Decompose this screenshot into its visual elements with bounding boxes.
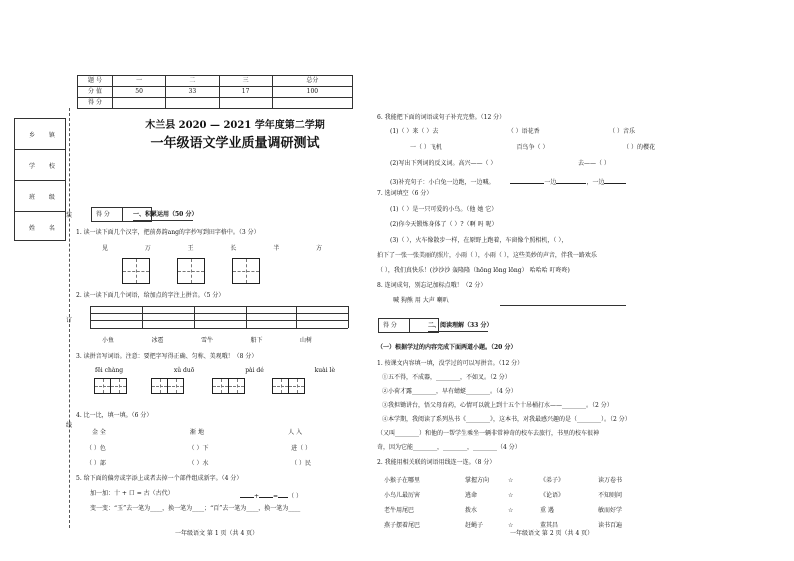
q3-prompt: 3. 读拼音写词语。注意：要把字写得正确、匀称、美观哦！（8 分） [76,353,258,360]
q5-line2: 变一变：“玉”去一笔为____，换一笔为____；“百”去一笔为____，换一笔为____ [90,505,301,512]
section2-title-underline [428,331,488,332]
binding-mark-xian: 线 [66,422,73,429]
score-table [77,75,353,109]
q2-prompt: 2. 读一读下面几个词语，给加点的字注上拼音。（5 分） [76,292,225,299]
match-col4: 《弟子》 《论语》 重 遇 董其昌 [540,477,565,529]
student-info-box [14,118,66,241]
page2-footer: 一年级语文 第 2 页（共 4 页） [510,530,594,537]
score-table-cell: 17 [219,87,272,98]
s2-q1-line1: ①五不得，不成器，________，不如叉。（2 分） [382,374,511,381]
q5-line1: 加一加：十 + 口 = 古（古代） [90,490,174,497]
match-col3-stars: ☆ ☆ ☆ ☆ [508,477,514,529]
score-table-cell[interactable] [166,98,219,109]
s2-q1-line4: ④本学期，我阅读了系列丛书《________》，这本书，对我最感兴趣的是（________）。（2 分） [382,416,631,423]
q7-line1: (1)（ ）是一只可爱的小鸟。（他 她 它） [390,206,498,213]
q4-row2: （ ）部 （ ）水 （ ）民 [86,460,311,467]
q5-prompt: 5. 给下面的偏旁或字添上或者去掉一个部件组成新字。（4 分） [76,475,243,482]
q5-line1-blank: + = （ ） [240,490,302,501]
q6-line3b: 去——（ ） [578,160,610,167]
pinyin-four-lines[interactable] [90,306,348,328]
tianzige-box[interactable] [122,258,150,284]
exam-title-line2: 一年级语文学业质量调研测试 [150,136,320,151]
score-table-cell: 三 [219,76,272,87]
score-table-cell: 得 分 [78,98,113,109]
s2-q1-line6: 奇，因为它能________，________，________（4 分） [377,444,521,451]
score-table-cell: 50 [113,87,166,98]
q6-line3: (2)写出下列词的反义词。高兴——（ ） [390,160,497,167]
s2-q2-prompt: 2. 我能用相关联的词语用线连一连。（8 分） [377,459,496,466]
q7-line4: 拍下了一张一张美丽的照片，小雨（ ），小雨（ ），这些美妙的声音，伴我一路欢乐 [377,252,597,259]
s2-q1-line5: （又叫________）和他的一帮学生乘坐一辆非常神奇的校车去旅行，书里的校车很神 [377,430,600,437]
binding-mark-ding: 订 [66,317,73,324]
score-table-cell[interactable] [272,98,352,109]
section1-title-underline [133,220,193,221]
score-table-row [78,98,353,109]
writing-box[interactable] [167,378,184,394]
tianzige-box[interactable] [177,258,205,284]
writing-box[interactable] [94,378,111,394]
writing-box[interactable] [272,378,289,394]
score-table-cell: 总分 [272,76,352,87]
match-col2: 掌握方向 逃命 拨水 赶蝇子 [465,477,490,529]
writing-box[interactable] [212,378,229,394]
score-table-cell: 100 [272,87,352,98]
score-table-cell: 分 值 [78,87,113,98]
score-table-cell: 题 号 [78,76,113,87]
q7-prompt: 7. 选词填空（6 分） [377,190,433,197]
binding-mark-zhuang: 装 [66,212,73,219]
q8-answer-line[interactable] [500,305,626,306]
s2-q1-prompt: 1. 按课文内容填一填，没学过的可以写拼音。（12 分） [377,360,524,367]
writing-box[interactable] [110,378,127,394]
score-table-cell: 33 [166,87,219,98]
q2-words: 小鱼 冰雹 雪牛 船下 山树 [102,337,312,344]
q7-line5: （ ），我们真快乐！(沙沙沙 轰隆隆（hōng lōng lōng） 哈哈哈 叮咚咚) [377,267,570,274]
section2-title: 二、阅读理解（33 分） [428,322,493,329]
q6-line2: 一（ ）飞机 百鸟争（ ） （ ）的樱花 [410,144,655,151]
score-table-cell[interactable] [219,98,272,109]
score-table-cell[interactable] [113,98,166,109]
q1-chars: 见 万 王 长 半 方 [102,245,322,252]
section2-sub: （一）根据学过的内容完成下面两道小题。（20 分） [377,344,517,351]
q8-words: 喊 狗熊 用 大声 喇叭 [393,297,449,304]
score-table-cell: 一 [113,76,166,87]
score-table-cell: 二 [166,76,219,87]
tianzige-box[interactable] [232,258,260,284]
writing-box[interactable] [288,378,305,394]
info-row-township: 乡 镇 [15,119,65,150]
q7-line3: (3)（ ），火车像散步一样，在原野上跑着，车窗像个照相机，（ ）， [390,237,568,244]
s2-q1-line3: ③我担锄讲台，悟父母育药，心情可以就上到十五个十吊桶打水——________。（2 分） [382,402,613,409]
q1-prompt: 1. 读一读下面几个汉字，把前鼻韵ang的字抄写到田字格中。（3 分） [76,229,260,236]
writing-box[interactable] [151,378,168,394]
section1-score-box: 得 分 [91,207,152,222]
q6-line1: (1)（ ）来（ ）去 （ ）语花香 （ ）音乐 [390,128,635,135]
section2-score-box: 得 分 [378,318,439,333]
q6-prompt: 6. 我能把下面的词语或句子补充完整。（12 分） [377,114,506,121]
score-table-row [78,76,353,87]
q8-prompt: 8. 连词成句，别忘记加标点哦！（2 分） [377,282,487,289]
q7-line2: (2)你今天锻炼身体了（ ）?（啊 吗 呢） [390,221,498,228]
match-col5: 读万卷书 不知则问 敏而好学 读书百遍 [598,477,623,529]
score-table-row [78,87,353,98]
q4-heads: 金 全 渐 地 人 入 [92,429,302,436]
q4-prompt: 4. 比一比，填一填。（6 分） [76,412,153,419]
exam-title-line1: 木兰县 2020 — 2021 学年度第二学期 [145,120,325,131]
section1-title: 一、积累运用（50 分） [133,211,198,218]
info-row-class: 班 级 [15,181,65,212]
page1-footer: 一年级语文 第 1 页（共 4 页） [175,530,259,537]
q4-row1: （ ）色 （ ）下 进（ ） [86,445,311,452]
info-row-school: 学 校 [15,150,65,181]
q3-pinyin: fēi chàng xǔ duō pài dé kuài lè [95,367,335,374]
info-row-name: 姓 名 [29,225,61,232]
match-col1: 小猴子在哪里 小鸟儿最厉害 老牛用尾巴 燕子摆着尾巴 [384,477,421,529]
s2-q1-line2: ②小荷才露________，早有蜻蜓________。（4 分） [382,388,517,395]
writing-box[interactable] [228,378,245,394]
q6-line4: (3)补充句子：小白兔一边跑，一边喊。 一边 ，一边 [390,176,626,187]
